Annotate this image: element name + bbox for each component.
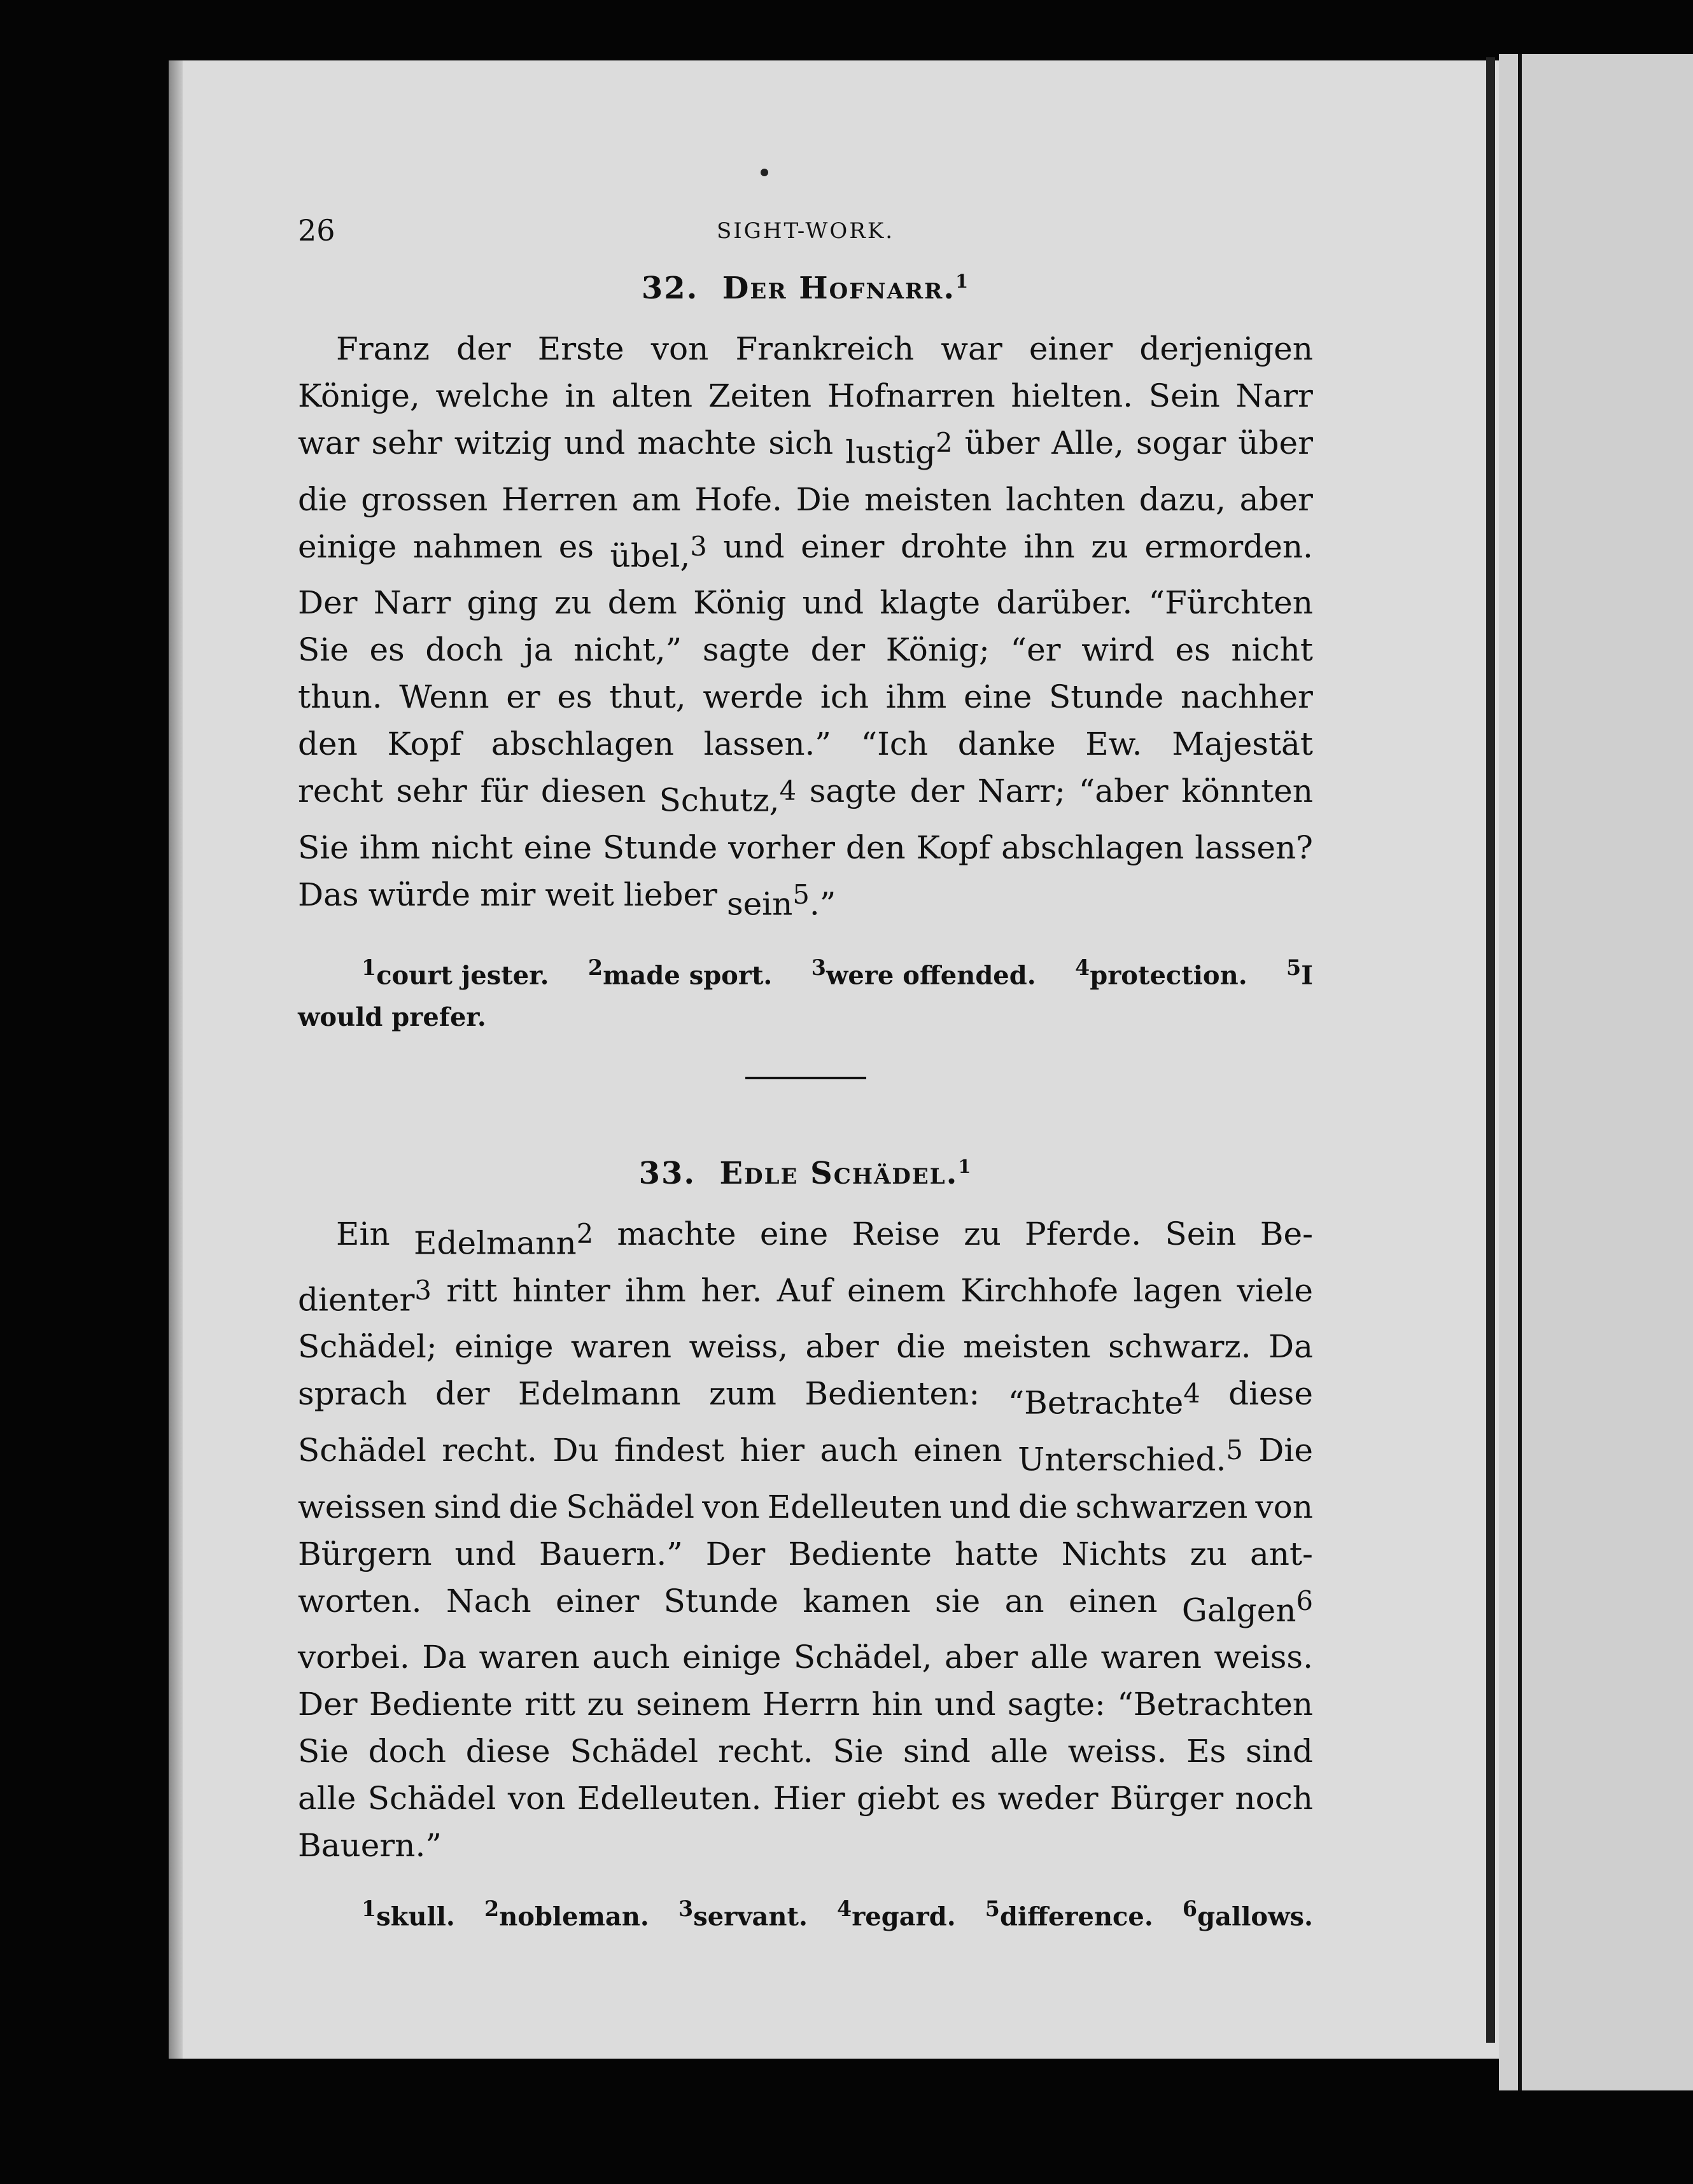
word: Ein xyxy=(336,1215,390,1252)
word: der xyxy=(435,1375,490,1413)
word: thun. xyxy=(298,678,383,716)
word: alle xyxy=(990,1733,1049,1770)
word: Franz xyxy=(336,330,430,367)
word: der xyxy=(810,631,866,669)
word: Narr xyxy=(373,584,451,622)
running-head xyxy=(298,213,1313,251)
word: Narr xyxy=(1235,377,1313,414)
word: wird xyxy=(1081,631,1155,669)
word: eine xyxy=(759,1215,829,1252)
word: Galgen$^6$ xyxy=(1181,1585,1313,1629)
footnote-mark: 6 xyxy=(1296,1585,1313,1616)
word: er xyxy=(506,678,540,716)
word: einer xyxy=(1029,330,1113,367)
footnote-item: $^2$nobleman. xyxy=(484,1896,649,1932)
footnote-item: $^5$I xyxy=(1286,955,1313,990)
word: ihm xyxy=(625,1271,686,1309)
word: dazu, xyxy=(1139,480,1226,518)
word: abschlagen xyxy=(1001,829,1184,866)
word: würde xyxy=(368,876,471,913)
word: weit xyxy=(545,876,614,913)
word: Alle, xyxy=(1051,424,1124,461)
word: Stunde xyxy=(1048,678,1164,716)
word: seinem xyxy=(636,1686,751,1723)
word: diesen xyxy=(540,773,646,810)
word: abschlagen xyxy=(491,725,674,763)
word: über xyxy=(964,424,1040,461)
word: diese xyxy=(1228,1375,1313,1413)
word: weiss, xyxy=(689,1328,789,1366)
story-number: 32. xyxy=(641,270,699,306)
word: den xyxy=(298,725,358,763)
word: Bedienten: xyxy=(804,1375,980,1413)
running-title: SIGHT-WORK. xyxy=(716,218,895,244)
word: weissen xyxy=(298,1488,426,1525)
word: Sie xyxy=(832,1733,884,1770)
word: es xyxy=(1175,631,1211,669)
word: hatte xyxy=(955,1535,1039,1572)
footnote-item: $^3$were offended. xyxy=(811,955,1036,990)
word: übel,$^3$ xyxy=(610,530,707,575)
word: Das xyxy=(298,876,359,913)
word: Könige, xyxy=(298,377,420,414)
word: hin xyxy=(871,1686,923,1723)
word: Edelmann xyxy=(517,1375,681,1413)
word: Hier xyxy=(773,1780,845,1817)
word: giebt xyxy=(857,1780,939,1817)
word: einige xyxy=(682,1639,782,1676)
text-line xyxy=(298,1681,1313,1728)
word: einer xyxy=(801,528,885,565)
word: zu xyxy=(964,1215,1001,1252)
word: und xyxy=(802,584,864,622)
footnote-line: would prefer. xyxy=(298,1002,486,1032)
word: ich xyxy=(820,678,869,716)
word: “aber xyxy=(1078,773,1169,810)
word: Kopf xyxy=(916,829,991,866)
word: sein$^5$.” xyxy=(726,878,836,923)
word: waren xyxy=(1100,1639,1202,1676)
word: ihm xyxy=(359,829,421,866)
word: Die xyxy=(1258,1431,1313,1469)
word: über xyxy=(1238,424,1313,461)
text-line xyxy=(298,1427,1313,1483)
word: derjenigen xyxy=(1139,330,1313,367)
text-line xyxy=(298,1267,1313,1324)
word: sagte xyxy=(809,773,897,810)
text-line xyxy=(298,1210,1313,1267)
word: waren xyxy=(479,1639,580,1676)
text-line xyxy=(298,372,1313,419)
word: Sein xyxy=(1148,377,1220,414)
story-32-title xyxy=(298,270,1313,306)
word: Bauern.” xyxy=(538,1535,683,1572)
word: hielten. xyxy=(1011,377,1133,414)
word: “Betrachte$^4$ xyxy=(1008,1378,1200,1422)
word: Bediente xyxy=(369,1686,513,1723)
ink-speck xyxy=(761,169,768,176)
word: alle xyxy=(1030,1639,1089,1676)
word: Ew. xyxy=(1085,725,1142,763)
word: einen xyxy=(1068,1582,1158,1620)
word: lassen? xyxy=(1195,829,1313,866)
word: Unterschied.$^5$ xyxy=(1018,1434,1243,1478)
word: König xyxy=(693,584,787,622)
word: Bürger xyxy=(1109,1780,1224,1817)
word: Schädel xyxy=(566,1488,695,1525)
word: lachten xyxy=(1006,480,1126,518)
word: lagen xyxy=(1133,1271,1223,1309)
word: ihm xyxy=(885,678,947,716)
text-line xyxy=(298,767,1313,824)
word: lustig$^2$ xyxy=(845,427,953,471)
word: recht. xyxy=(717,1733,813,1770)
word: auch xyxy=(592,1639,670,1676)
word: Stunde xyxy=(602,829,718,866)
word: Der xyxy=(298,1686,358,1723)
story-32-footnotes xyxy=(298,947,1313,1039)
word: findest xyxy=(614,1431,724,1469)
word: Narr; xyxy=(977,773,1066,810)
word: sagte: xyxy=(1007,1686,1106,1723)
word: zu xyxy=(1190,1535,1227,1572)
word: von xyxy=(650,330,709,367)
word: machte xyxy=(637,424,757,461)
word: am xyxy=(631,480,681,518)
text-line xyxy=(298,1775,1313,1822)
page-content xyxy=(298,213,1313,1938)
word: Schädel xyxy=(298,1431,426,1469)
word: Nach xyxy=(446,1582,531,1620)
word: nicht,” xyxy=(573,631,682,669)
word: und xyxy=(454,1535,516,1572)
story-title-text: Edle Schädel. xyxy=(719,1155,959,1191)
word: Die xyxy=(796,480,851,518)
word: noch xyxy=(1235,1780,1313,1817)
text-line xyxy=(298,325,1313,372)
word: recht. xyxy=(442,1431,537,1469)
word: Edelmann$^2$ xyxy=(413,1217,594,1262)
word: Bediente xyxy=(788,1535,932,1572)
word: meisten xyxy=(963,1328,1091,1366)
word: recht xyxy=(298,773,383,810)
footnote-line xyxy=(298,1888,1313,1938)
footnote-mark: 2 xyxy=(576,1217,594,1249)
text-line xyxy=(298,673,1313,720)
footnote-item: $^4$protection. xyxy=(1075,955,1247,990)
text-line xyxy=(298,1578,1313,1634)
text-line xyxy=(298,1370,1313,1427)
word: Pferde. xyxy=(1025,1215,1142,1252)
word: alten xyxy=(611,377,693,414)
word: ritt xyxy=(524,1686,576,1723)
word: in xyxy=(565,377,596,414)
word: dienter$^3$ xyxy=(298,1274,432,1319)
word: Schädel, xyxy=(793,1639,932,1676)
word: worten. xyxy=(298,1582,422,1620)
word: werde xyxy=(703,678,804,716)
word: von xyxy=(1255,1488,1313,1525)
word: einige xyxy=(298,528,397,565)
word: lassen.” xyxy=(703,725,831,763)
footnote-item: $^5$difference. xyxy=(985,1896,1153,1932)
word: aber xyxy=(1239,480,1313,518)
word: den xyxy=(845,829,906,866)
word: doch xyxy=(425,631,503,669)
word: war xyxy=(941,330,1002,367)
story-title-text: Der Hofnarr. xyxy=(722,270,956,306)
word: Sie xyxy=(298,631,349,669)
word: für xyxy=(480,773,528,810)
word: nahmen xyxy=(412,528,543,565)
word: Erste xyxy=(537,330,624,367)
word: einer xyxy=(556,1582,640,1620)
word: einem xyxy=(847,1271,946,1309)
word: Majestät xyxy=(1172,725,1313,763)
word: meisten xyxy=(864,480,992,518)
word: schwarzen xyxy=(1075,1488,1248,1525)
story-number: 33. xyxy=(638,1155,696,1191)
word: einen xyxy=(913,1431,1002,1469)
word: es xyxy=(557,678,593,716)
word: eine xyxy=(963,678,1032,716)
word: von xyxy=(702,1488,760,1525)
word: Da xyxy=(422,1639,467,1676)
word: Kopf xyxy=(387,725,462,763)
story-32-body xyxy=(298,325,1313,928)
word: vorher xyxy=(728,829,836,866)
word: Herren xyxy=(502,480,618,518)
word: sehr xyxy=(396,773,467,810)
word: hier xyxy=(740,1431,805,1469)
word: nachher xyxy=(1180,678,1313,716)
word: ermorden. xyxy=(1144,528,1313,565)
facing-page-edge xyxy=(1499,54,1693,2090)
text-line xyxy=(298,720,1313,767)
story-33-title xyxy=(298,1156,1313,1191)
text-line xyxy=(298,1323,1313,1370)
text-line xyxy=(298,1483,1313,1530)
text-line xyxy=(298,871,1313,928)
word: Hofe. xyxy=(694,480,783,518)
word: Du xyxy=(552,1431,599,1469)
word: “Betrachten xyxy=(1117,1686,1313,1723)
text-line xyxy=(298,579,1313,626)
word: welche xyxy=(435,377,549,414)
word: Zeiten xyxy=(708,377,812,414)
footnote-mark: 3 xyxy=(414,1274,432,1306)
word: der xyxy=(910,773,965,810)
word: dem xyxy=(607,584,677,622)
word: sie xyxy=(935,1582,981,1620)
word: Edelleuten xyxy=(767,1488,942,1525)
word: Reise xyxy=(852,1215,940,1252)
word: schwarz. xyxy=(1108,1328,1251,1366)
word: danke xyxy=(957,725,1056,763)
word: war xyxy=(298,424,360,461)
word: zu xyxy=(1091,528,1128,565)
word: weiss. xyxy=(1067,1733,1167,1770)
footnote-item: $^4$regard. xyxy=(837,1896,956,1932)
text-line xyxy=(298,1634,1313,1681)
word: ging xyxy=(467,584,538,622)
word: grossen xyxy=(361,480,488,518)
word: nicht xyxy=(431,829,513,866)
footnote-item: $^2$made sport. xyxy=(587,955,773,990)
word: zu xyxy=(554,584,592,622)
word: Hofnarren xyxy=(827,377,995,414)
word: thut, xyxy=(609,678,686,716)
word: Herrn xyxy=(762,1686,861,1723)
word: könnten xyxy=(1181,773,1313,810)
word: zum xyxy=(708,1375,776,1413)
word: an xyxy=(1004,1582,1044,1620)
text-line xyxy=(298,626,1313,673)
word: Da xyxy=(1268,1328,1313,1366)
page-edge-shadow xyxy=(169,60,183,2059)
word: Bürgern xyxy=(298,1535,432,1572)
footnote-item: $^1$skull. xyxy=(362,1896,455,1932)
footnote-mark: 4 xyxy=(779,775,797,807)
footnote-mark: 5 xyxy=(1226,1434,1243,1466)
word: es xyxy=(558,528,594,565)
text-line xyxy=(298,523,1313,580)
word: Bauern.” xyxy=(298,1827,442,1865)
word: die xyxy=(1018,1488,1068,1525)
text-line xyxy=(298,1530,1313,1578)
word: kamen xyxy=(803,1582,911,1620)
word: weiss. xyxy=(1214,1639,1313,1676)
footnote-line xyxy=(298,947,1313,997)
word: weder xyxy=(997,1780,1099,1817)
word: Wenn xyxy=(399,678,489,716)
word: Schädel xyxy=(570,1733,699,1770)
word: Nichts xyxy=(1061,1535,1167,1572)
word: zu xyxy=(587,1686,624,1723)
word: sprach xyxy=(298,1375,407,1413)
word: ja xyxy=(524,631,553,669)
word: auch xyxy=(820,1431,898,1469)
word: Kirchhofe xyxy=(960,1271,1119,1309)
word: diese xyxy=(465,1733,551,1770)
word: hinter xyxy=(512,1271,610,1309)
word: Der xyxy=(705,1535,766,1572)
word: Sie xyxy=(298,1733,349,1770)
footnote-mark: 5 xyxy=(792,878,810,910)
word: Auf xyxy=(776,1271,832,1309)
word: her. xyxy=(701,1271,762,1309)
word: die xyxy=(896,1328,946,1366)
text-line xyxy=(298,476,1313,523)
word: sind xyxy=(1246,1733,1313,1770)
word: sogar xyxy=(1135,424,1226,461)
word: Frankreich xyxy=(735,330,915,367)
word: sehr xyxy=(371,424,442,461)
footnote-mark: 2 xyxy=(936,427,953,458)
word: König; xyxy=(885,631,990,669)
word: eine xyxy=(523,829,592,866)
word: es xyxy=(369,631,405,669)
word: vorbei. xyxy=(298,1639,410,1676)
word: von xyxy=(507,1780,566,1817)
word: einige xyxy=(454,1328,554,1366)
word: sich xyxy=(768,424,834,461)
page-number: 26 xyxy=(298,213,335,248)
word: es xyxy=(951,1780,987,1817)
word: sind xyxy=(903,1733,971,1770)
word: der xyxy=(456,330,511,367)
word: drohte xyxy=(900,528,1008,565)
word: “Fürchten xyxy=(1148,584,1313,622)
word: Es xyxy=(1186,1733,1226,1770)
word: doch xyxy=(368,1733,446,1770)
word: Sein xyxy=(1165,1215,1237,1252)
word: “er xyxy=(1010,631,1061,669)
footnote-item: $^1$court jester. xyxy=(362,955,549,990)
word: aber xyxy=(805,1328,879,1366)
text-line xyxy=(298,1822,1313,1869)
word: “Ich xyxy=(861,725,929,763)
footnote-mark: 1 xyxy=(958,1155,973,1177)
word: Be- xyxy=(1260,1215,1313,1252)
word: und xyxy=(934,1686,996,1723)
word: die xyxy=(509,1488,559,1525)
word: sagte xyxy=(702,631,790,669)
word: waren xyxy=(570,1328,672,1366)
word: witzig xyxy=(454,424,552,461)
word: Schädel xyxy=(367,1780,496,1817)
word: ritt xyxy=(446,1271,498,1309)
footnote-mark: 1 xyxy=(955,270,970,292)
word: und xyxy=(723,528,785,565)
word: aber xyxy=(945,1639,1018,1676)
story-33-footnotes xyxy=(298,1888,1313,1938)
word: ihn xyxy=(1023,528,1075,565)
footnote-mark: 4 xyxy=(1183,1378,1200,1410)
word: ant- xyxy=(1249,1535,1313,1572)
book-gutter xyxy=(1486,57,1495,2043)
word: und xyxy=(949,1488,1011,1525)
word: Schädel; xyxy=(298,1328,437,1366)
word: Stunde xyxy=(663,1582,779,1620)
footnote-item: $^6$gallows. xyxy=(1182,1896,1313,1932)
word: Sie xyxy=(298,829,349,866)
word: und xyxy=(563,424,626,461)
text-line xyxy=(298,824,1313,871)
story-33-body xyxy=(298,1210,1313,1869)
word: Edelleuten. xyxy=(577,1780,762,1817)
footnote-item: $^3$servant. xyxy=(678,1896,808,1932)
word: Schutz,$^4$ xyxy=(659,775,797,819)
word: nicht xyxy=(1231,631,1313,669)
footnote-mark: 3 xyxy=(690,530,707,562)
word: viele xyxy=(1237,1271,1313,1309)
text-line xyxy=(298,1728,1313,1775)
word: klagte xyxy=(880,584,981,622)
word: darüber. xyxy=(996,584,1133,622)
word: Der xyxy=(298,584,358,622)
word: mir xyxy=(480,876,536,913)
word: machte xyxy=(617,1215,736,1252)
text-line xyxy=(298,419,1313,476)
word: sind xyxy=(433,1488,502,1525)
word: lieber xyxy=(623,876,717,913)
word: die xyxy=(298,480,348,518)
word: alle xyxy=(298,1780,356,1817)
